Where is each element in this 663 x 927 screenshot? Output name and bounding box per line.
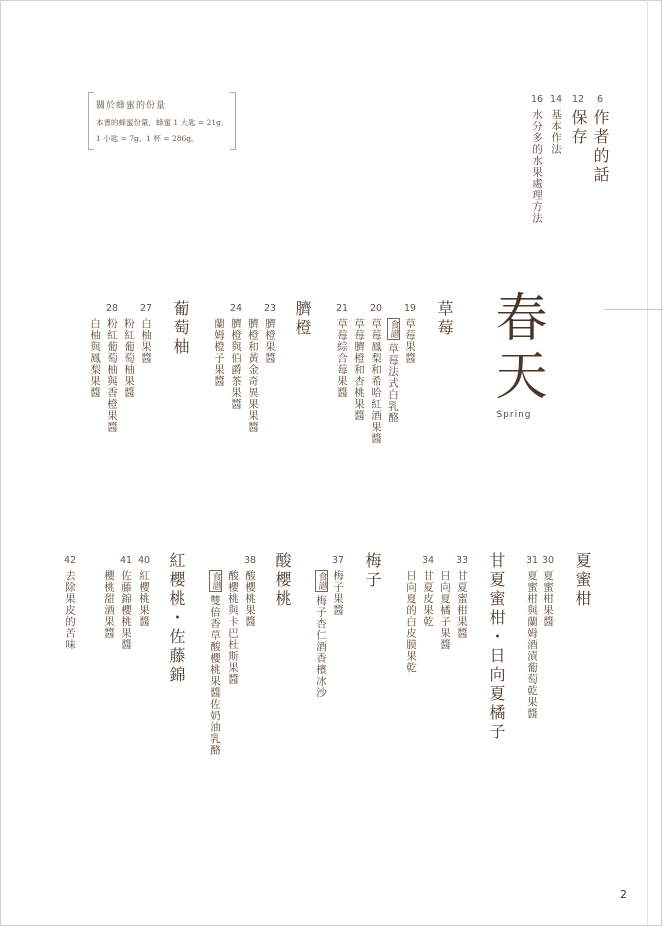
- section-strawberry: 草莓: [435, 300, 454, 338]
- recipe-tag: 食譜: [316, 572, 327, 590]
- toc-title: 保存: [569, 109, 588, 147]
- toc-entry-37[interactable]: 37 梅子果醬: [331, 555, 345, 616]
- section-amanatsu: 甘夏蜜柑・日向夏橘子: [487, 552, 506, 742]
- toc-entry-storage[interactable]: 12 保存: [569, 94, 588, 147]
- note-line-2: 1 小匙 = 7g、1 杯 = 286g。: [96, 134, 199, 143]
- toc-recipe-37[interactable]: 食譜 梅子杏仁酒香檳冰沙: [315, 572, 327, 699]
- section-grapefruit: 葡萄柚: [171, 300, 190, 357]
- note-bracket-left: [88, 92, 94, 150]
- note-line-1: 本書的蜂蜜份量，蜂蜜 1 大匙 = 21g、: [96, 118, 229, 127]
- page-number: 2: [620, 888, 627, 901]
- toc-entry-38b[interactable]: 酸櫻桃與卡巴杜斯果醬: [227, 570, 239, 685]
- section-ume: 梅子: [363, 552, 382, 590]
- toc-entry-20[interactable]: 20 草莓鳳梨和希哈紅酒果醬: [369, 303, 383, 445]
- note-bracket-right: [230, 92, 236, 150]
- toc-entry-20b[interactable]: 草莓臍橙和杏桃果醬: [353, 318, 365, 422]
- section-cherry: 紅櫻桃・佐藤錦: [167, 552, 186, 685]
- toc-entry-40[interactable]: 40 紅櫻桃果醬: [137, 555, 151, 628]
- recipe-tag: 食譜: [210, 572, 221, 590]
- toc-entry-21[interactable]: 21 草莓綜合莓果醬: [335, 303, 349, 399]
- toc-entry-41[interactable]: 41 佐藤錦櫻桃果醬: [119, 555, 133, 651]
- toc-entry-basics[interactable]: 14 基本作法: [549, 94, 563, 155]
- season-title: 春天: [486, 290, 546, 406]
- toc-title: 基本作法: [550, 109, 562, 155]
- section-sour-cherry: 酸櫻桃: [273, 552, 292, 609]
- toc-entry-28[interactable]: 28 粉紅葡萄柚與香橙果醬: [105, 303, 119, 433]
- toc-entry-preface[interactable]: 6 作者的話: [591, 94, 610, 185]
- note-title: 關於蜂蜜的份量: [96, 101, 167, 111]
- recipe-tag: 食譜: [388, 320, 399, 338]
- toc-entry-27b[interactable]: 粉紅葡萄柚果醬: [123, 318, 135, 399]
- toc-entry-23[interactable]: 23 臍橙果醬: [263, 303, 277, 364]
- toc-recipe-19[interactable]: 食譜 草莓法式白乳酪: [387, 320, 399, 424]
- toc-entry-33[interactable]: 33 甘夏蜜柑果醬: [455, 555, 469, 639]
- toc-entry-42[interactable]: 42 去除果皮的苦味: [63, 555, 77, 651]
- toc-entry-28b[interactable]: 白柚與鳳梨果醬: [89, 318, 101, 399]
- toc-entry-27[interactable]: 27 白柚果醬: [139, 303, 153, 364]
- toc-entry-30[interactable]: 30 夏蜜柑果醬: [541, 555, 555, 628]
- toc-title: 水分多的水果處理方法: [531, 109, 543, 224]
- toc-entry-33b[interactable]: 日向夏橘子果醬: [439, 570, 451, 651]
- spring-rule: [604, 309, 663, 310]
- season-subtitle: Spring: [496, 410, 532, 420]
- toc-title: 作者的話: [591, 109, 610, 185]
- toc-entry-23b[interactable]: 臍橙和黃金奇異果果醬: [247, 318, 259, 433]
- toc-entry-41b[interactable]: 櫻桃甜酒果醬: [103, 570, 115, 639]
- honey-note-box: [88, 92, 236, 150]
- toc-recipe-38[interactable]: 食譜 雙倍香草酸櫻桃果醬佐奶油乳酪: [209, 572, 221, 756]
- section-natsumikan: 夏蜜柑: [573, 552, 592, 609]
- toc-entry-24[interactable]: 24 臍橙與伯爵茶果醬: [229, 303, 243, 410]
- toc-entry-38[interactable]: 38 酸櫻桃果醬: [243, 555, 257, 628]
- toc-entry-34b[interactable]: 日向夏的白皮膜果乾: [405, 570, 417, 674]
- toc-entry-34[interactable]: 34 甘夏皮果乾: [421, 555, 435, 628]
- section-navel-orange: 臍橙: [293, 300, 312, 338]
- toc-entry-31[interactable]: 31 夏蜜柑與蘭姆酒漬葡萄乾果醬: [525, 555, 539, 720]
- page-spine: [647, 0, 648, 927]
- toc-entry-juicy-fruit[interactable]: 16 水分多的水果處理方法: [530, 94, 544, 224]
- toc-entry-19[interactable]: 19 草莓果醬: [403, 303, 417, 364]
- toc-entry-24b[interactable]: 蘭姆橙子果醬: [213, 318, 225, 387]
